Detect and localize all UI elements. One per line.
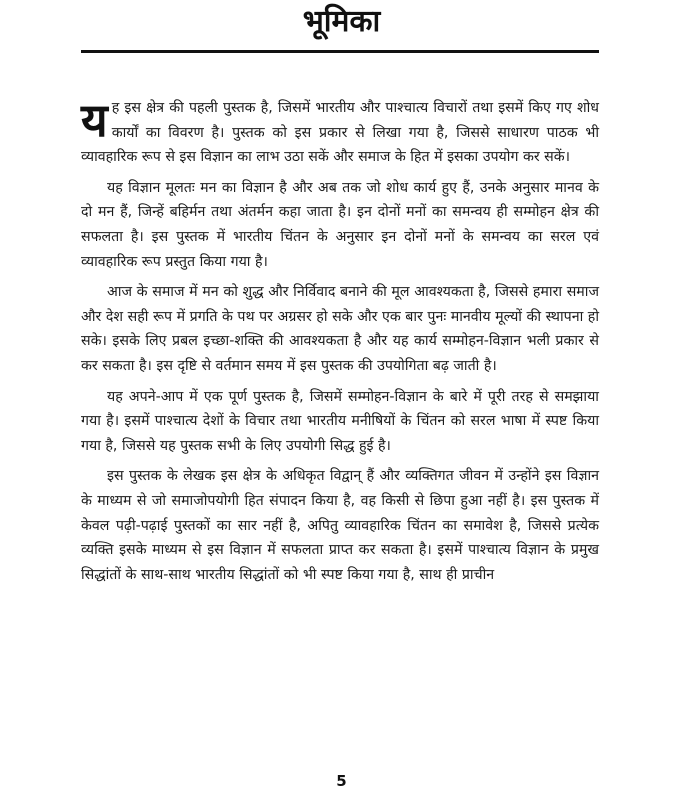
paragraph-1-text: ह इस क्षेत्र की पहली पुस्तक है, जिसमें भारतीय और पाश्चात्य विचारों तथा इसमें किए गए शोध कार्यों का विवरण है। पुस्तक को इस प्रकार से लिखा गया है, जिससे साधारण पाठक भी व्यावहारिक रूप से इस विज्ञान का लाभ उठा सकें और समाज के हित में इसका उपयोग कर सकें। [81,100,599,166]
title-underline [81,50,599,53]
paragraph-3: आज के समाज में मन को शुद्ध और निर्विवाद बनाने की मूल आवश्यकता है, जिससे हमारा समाज और देश सही रूप में प्रगति के पथ पर अग्रसर हो सके और एक बार पुनः मानवीय मूल्यों की स्थापना हो सके। इसके लिए प्रबल इच्छा-शक्ति की आवश्यकता है और यह कार्य सम्मोहन-विज्ञान भली प्रकार से कर सकता है। इस दृष्टि से वर्तमान समय में इस पुस्तक की उपयोगिता बढ़ जाती है। [81,284,599,374]
paragraph-4: यह अपने-आप में एक पूर्ण पुस्तक है, जिसमें सम्मोहन-विज्ञान के बारे में पूरी तरह से समझाया गया है। इसमें पाश्चात्य देशों के विचार तथा भारतीय मनीषियों के चिंतन को सरल भाषा में स्पष्ट किया गया है, जिससे यह पुस्तक सभी के लिए उपयोगी सिद्ध हुई है। [81,388,599,454]
page-title: भूमिका [302,4,381,39]
paragraph-5: इस पुस्तक के लेखक इस क्षेत्र के अधिकृत विद्वान् हैं और व्यक्तिगत जीवन में उन्होंने इस विज्ञान के माध्यम से जो समाजोपयोगी हित संपादन किया है, वह किसी से छिपा हुआ नहीं है। इस पुस्तक में केवल पढ़ी-पढ़ाई पुस्तकों का सार नहीं है, अपितु व्यावहारिक चिंतन का समावेश है, जिससे प्रत्येक व्यक्ति इसके माध्यम से इस विज्ञान में सफलता प्राप्त कर सकता है। इसमें पाश्चात्य विज्ञान के प्रमुख सिद्धांतों के साथ-साथ भारतीय सिद्धांतों को भी स्पष्ट किया गया है, साथ ही प्राचीन [81,468,599,583]
paragraph-2: यह विज्ञान मूलतः मन का विज्ञान है और अब तक जो शोध कार्य हुए हैं, उनके अनुसार मानव के दो मन हैं, जिन्हें बहिर्मन तथा अंतर्मन कहा जाता है। इन दोनों मनों का समन्वय ही सम्मोहन क्षेत्र की सफलता है। इस पुस्तक में भारतीय चिंतन के अनुसार इन दोनों मनों के समन्वय का सरल एवं व्यावहारिक रूप प्रस्तुत किया गया है। [81,179,599,270]
paragraph-1 [81,93,599,170]
page-number: 5 [336,772,347,790]
body-text [81,93,599,593]
drop-cap: य [81,93,108,147]
